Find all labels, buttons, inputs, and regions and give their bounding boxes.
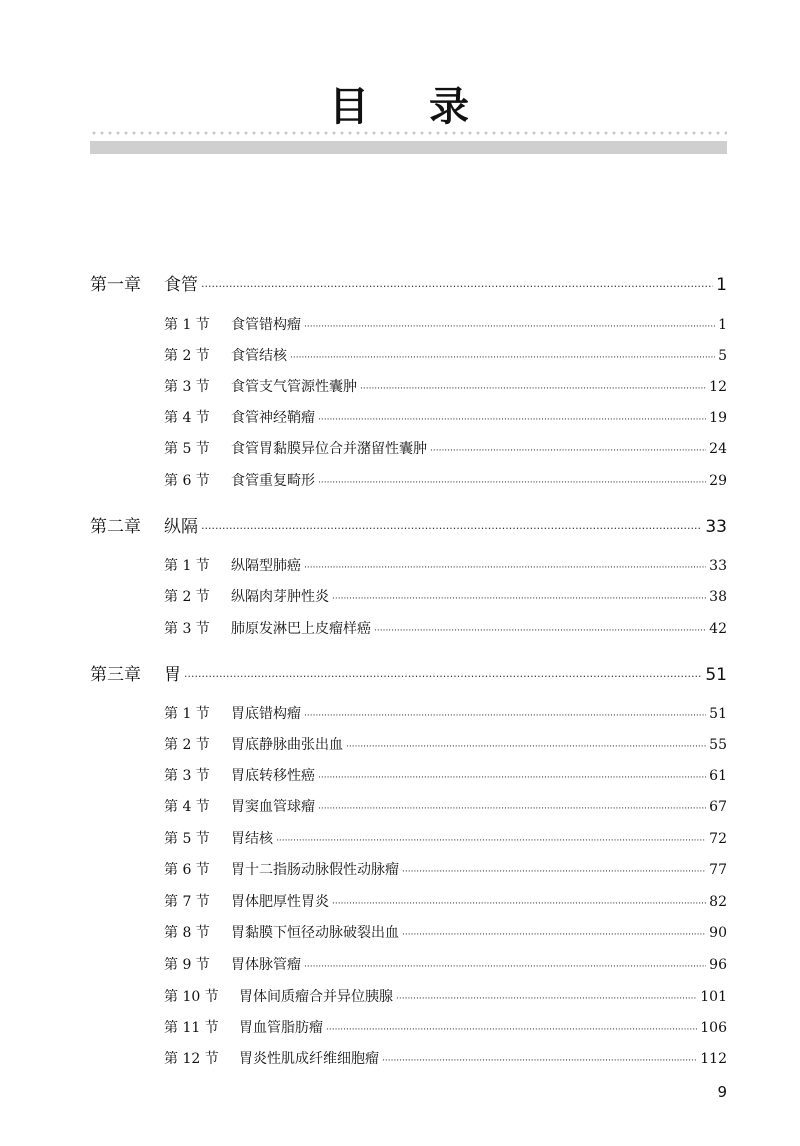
toc-section[interactable] (164, 891, 727, 911)
section-name: 食管支气管源性囊肿 (231, 379, 357, 395)
section-page: 19 (709, 410, 727, 426)
toc-chapter-1[interactable] (90, 270, 727, 295)
dot-leader (402, 930, 706, 940)
toc-section[interactable] (164, 859, 727, 879)
chapter-label: 第一章 (90, 275, 141, 295)
section-label: 第 1 节 (164, 558, 210, 574)
toc-section[interactable] (164, 376, 727, 396)
section-page: 96 (709, 957, 727, 973)
section-name: 食管错构瘤 (231, 317, 301, 333)
section-label: 第 3 节 (164, 379, 210, 395)
chapter-name: 胃 (164, 665, 181, 685)
section-name: 胃结核 (231, 831, 273, 847)
dot-leader (276, 836, 706, 846)
section-name: 胃十二指肠动脉假性动脉瘤 (231, 862, 399, 878)
chapter-name: 食管 (164, 275, 198, 295)
chapter-label: 第二章 (90, 517, 141, 537)
dot-leader (318, 773, 706, 783)
section-page: 24 (709, 441, 727, 457)
section-label: 第 1 节 (164, 317, 210, 333)
section-name: 胃血管脂肪瘤 (239, 1020, 323, 1036)
section-label: 第 6 节 (164, 473, 210, 489)
dot-leader (290, 353, 715, 363)
toc-section[interactable] (164, 314, 727, 334)
chapter-page: 1 (716, 275, 727, 295)
section-page: 61 (709, 768, 727, 784)
section-page: 82 (709, 894, 727, 910)
chapter-page: 33 (705, 517, 727, 537)
section-name: 胃体肥厚性胃炎 (231, 894, 329, 910)
toc-section[interactable] (164, 555, 727, 575)
section-page: 38 (709, 589, 727, 605)
section-label: 第 9 节 (164, 957, 210, 973)
toc-section[interactable] (164, 796, 727, 816)
dot-leader (304, 322, 715, 332)
section-name: 胃底错构瘤 (231, 706, 301, 722)
section-page: 51 (709, 706, 727, 722)
section-page: 33 (709, 558, 727, 574)
section-label: 第 7 节 (164, 894, 210, 910)
section-page: 55 (709, 737, 727, 753)
toc-section[interactable] (164, 954, 727, 974)
section-name: 胃体脉管瘤 (231, 957, 301, 973)
title-char-1: 目 (329, 84, 371, 130)
dot-leader (332, 899, 706, 909)
toc-section[interactable] (164, 734, 727, 754)
dot-leader (201, 522, 702, 535)
dot-leader (430, 446, 706, 456)
section-page: 12 (709, 379, 727, 395)
section-page: 72 (709, 831, 727, 847)
dot-leader (346, 742, 706, 752)
section-page: 29 (709, 473, 727, 489)
section-name: 肺原发淋巴上皮瘤样癌 (231, 621, 371, 637)
section-label: 第 3 节 (164, 768, 210, 784)
section-name: 胃底转移性癌 (231, 768, 315, 784)
section-label: 第 11 节 (164, 1020, 219, 1036)
section-page: 112 (700, 1051, 727, 1067)
toc-section[interactable] (164, 586, 727, 606)
section-page: 5 (718, 348, 727, 364)
section-page: 67 (709, 799, 727, 815)
page-number: 9 (717, 1083, 727, 1101)
dot-leader (382, 1056, 697, 1066)
dot-leader (318, 415, 706, 425)
section-name: 纵隔型肺癌 (231, 558, 301, 574)
section-label: 第 2 节 (164, 589, 210, 605)
toc-section[interactable] (164, 765, 727, 785)
section-name: 胃底静脉曲张出血 (231, 737, 343, 753)
toc-section[interactable] (164, 618, 727, 638)
section-page: 42 (709, 621, 727, 637)
chapter-page: 51 (705, 665, 727, 685)
dot-leader (304, 563, 706, 573)
dot-leader (304, 711, 706, 721)
dot-leader (402, 867, 706, 877)
toc-section[interactable] (164, 1048, 727, 1068)
section-name: 胃体间质瘤合并异位胰腺 (239, 989, 393, 1005)
section-page: 77 (709, 862, 727, 878)
dot-leader (374, 626, 706, 636)
dot-leader (184, 670, 702, 683)
toc-section[interactable] (164, 922, 727, 942)
section-label: 第 6 节 (164, 862, 210, 878)
dot-leader (332, 594, 706, 604)
dot-leader (360, 384, 706, 394)
section-name: 纵隔肉芽肿性炎 (231, 589, 329, 605)
section-label: 第 5 节 (164, 441, 210, 457)
section-name: 食管重复畸形 (231, 473, 315, 489)
title-char-2: 录 (429, 84, 471, 130)
toc-section[interactable] (164, 1017, 727, 1037)
dot-leader (318, 478, 706, 488)
section-label: 第 5 节 (164, 831, 210, 847)
section-page: 90 (709, 925, 727, 941)
section-name: 胃黏膜下恒径动脉破裂出血 (231, 925, 399, 941)
toc-section[interactable] (164, 470, 727, 490)
toc-section[interactable] (164, 703, 727, 723)
section-label: 第 1 节 (164, 706, 210, 722)
section-label: 第 2 节 (164, 737, 210, 753)
toc-section[interactable] (164, 438, 727, 458)
section-label: 第 2 节 (164, 348, 210, 364)
toc-section[interactable] (164, 986, 727, 1006)
section-name: 胃炎性肌成纤维细胞瘤 (239, 1051, 379, 1067)
toc-chapter-3[interactable] (90, 660, 727, 685)
dot-leader (396, 994, 697, 1004)
dot-leader (201, 280, 713, 293)
section-name: 食管结核 (231, 348, 287, 364)
section-page: 101 (700, 989, 727, 1005)
toc-section[interactable] (164, 345, 727, 365)
section-page: 1 (718, 317, 727, 333)
section-label: 第 12 节 (164, 1051, 219, 1067)
section-page: 106 (700, 1020, 727, 1036)
dot-leader (326, 1025, 697, 1035)
section-name: 食管胃黏膜异位合并潴留性囊肿 (231, 441, 427, 457)
dot-leader (304, 962, 706, 972)
section-label: 第 4 节 (164, 799, 210, 815)
chapter-label: 第三章 (90, 665, 141, 685)
dot-leader (318, 804, 706, 814)
section-label: 第 8 节 (164, 925, 210, 941)
section-name: 食管神经鞘瘤 (231, 410, 315, 426)
chapter-name: 纵隔 (164, 517, 198, 537)
toc-chapter-2[interactable] (90, 512, 727, 537)
section-label: 第 10 节 (164, 989, 219, 1005)
toc-section[interactable] (164, 828, 727, 848)
section-label: 第 3 节 (164, 621, 210, 637)
section-label: 第 4 节 (164, 410, 210, 426)
toc-section[interactable] (164, 407, 727, 427)
section-name: 胃窦血管球瘤 (231, 799, 315, 815)
